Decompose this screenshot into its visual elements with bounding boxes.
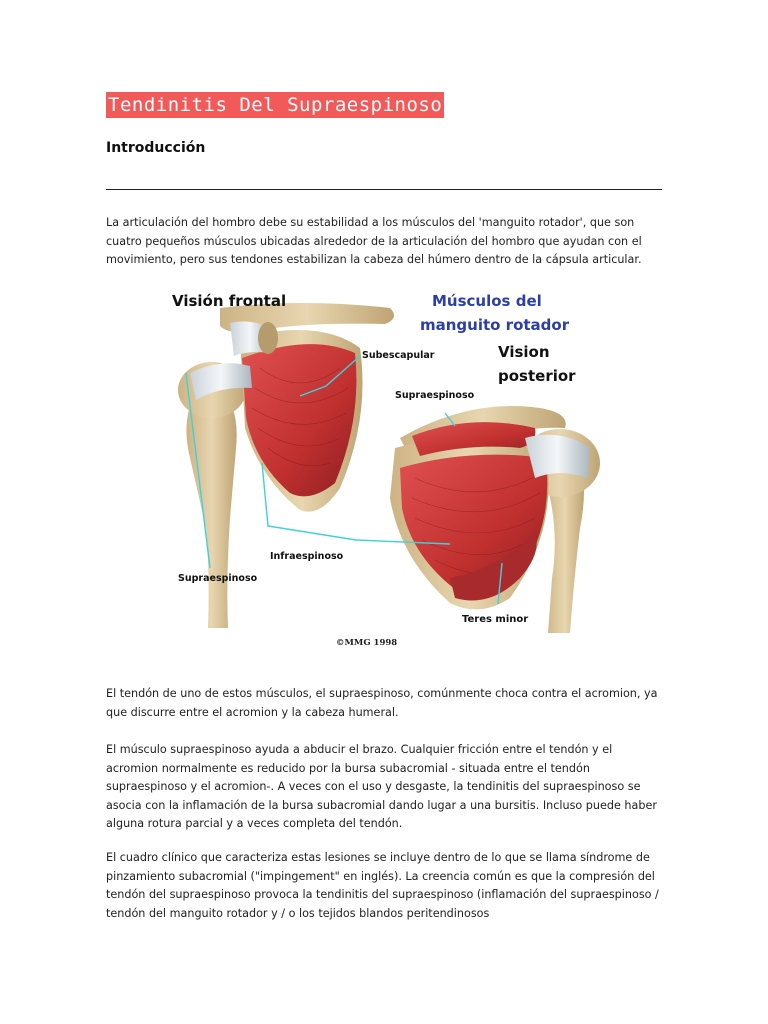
label-figure-title-line1: Músculos del: [432, 292, 542, 310]
label-posterior-line1: Vision: [498, 343, 550, 361]
label-frontal-view: Visión frontal: [172, 292, 287, 310]
label-posterior-line2: posterior: [498, 367, 576, 385]
paragraph-intro: La articulación del hombro debe su estabilidad a los músculos del 'manguito rotador', que son cuatro pequeños músculos ubicadas alrededor de la articulación del hombro que ayudan con el movimiento, pero sus tendones estabilizan la cabeza del húmero dentro de la cápsula articular.: [106, 216, 642, 267]
figure-copyright: ©MMG 1998: [336, 638, 398, 648]
paragraph-muscle-function: El músculo supraespinoso ayuda a abducir el brazo. Cualquier fricción entre el tendón y el acromion normalmente es reducido por la bursa subacromial - situada entre el tendón supraespinoso y el acromion-. A veces con el uso y desgaste, la tendinitis del supraespinoso se asocia con la inflamación de la bursa subacromial dando lugar a una bursitis. Incluso puede haber alguna rotura parcial y a veces completa del tendón.: [106, 743, 657, 831]
label-supraespinoso-frontal: Supraespinoso: [178, 573, 258, 584]
paragraph-clinical: El cuadro clínico que caracteriza estas lesiones se incluye dentro de lo que se llama síndrome de pinzamiento subacromial ("impingement" en inglés). La creencia común es que la compresión del tendón del supraespinoso provoca la tendinitis del supraespinoso (inflamación del supraespinoso / tendón del manguito rotador y / o los tejidos blandos peritendinosos: [106, 851, 659, 920]
label-supraespinoso-posterior: Supraespinoso: [395, 390, 475, 401]
paragraph-tendon: El tendón de uno de estos músculos, el supraespinoso, comúnmente choca contra el acromion, ya que discurre entre el acromion y la cabeza humeral.: [106, 687, 658, 719]
horizontal-divider: [106, 189, 662, 190]
label-infraespinoso: Infraespinoso: [270, 551, 344, 562]
page-title: Tendinitis Del Supraespinoso: [108, 94, 443, 116]
label-subescapular: Subescapular: [362, 350, 435, 361]
posterior-view-shoulder: [390, 406, 600, 633]
label-teres-minor: Teres minor: [462, 614, 529, 625]
label-figure-title-line2: manguito rotador: [420, 316, 570, 334]
section-heading: Introducción: [106, 140, 206, 156]
rotator-cuff-illustration: [150, 278, 600, 653]
